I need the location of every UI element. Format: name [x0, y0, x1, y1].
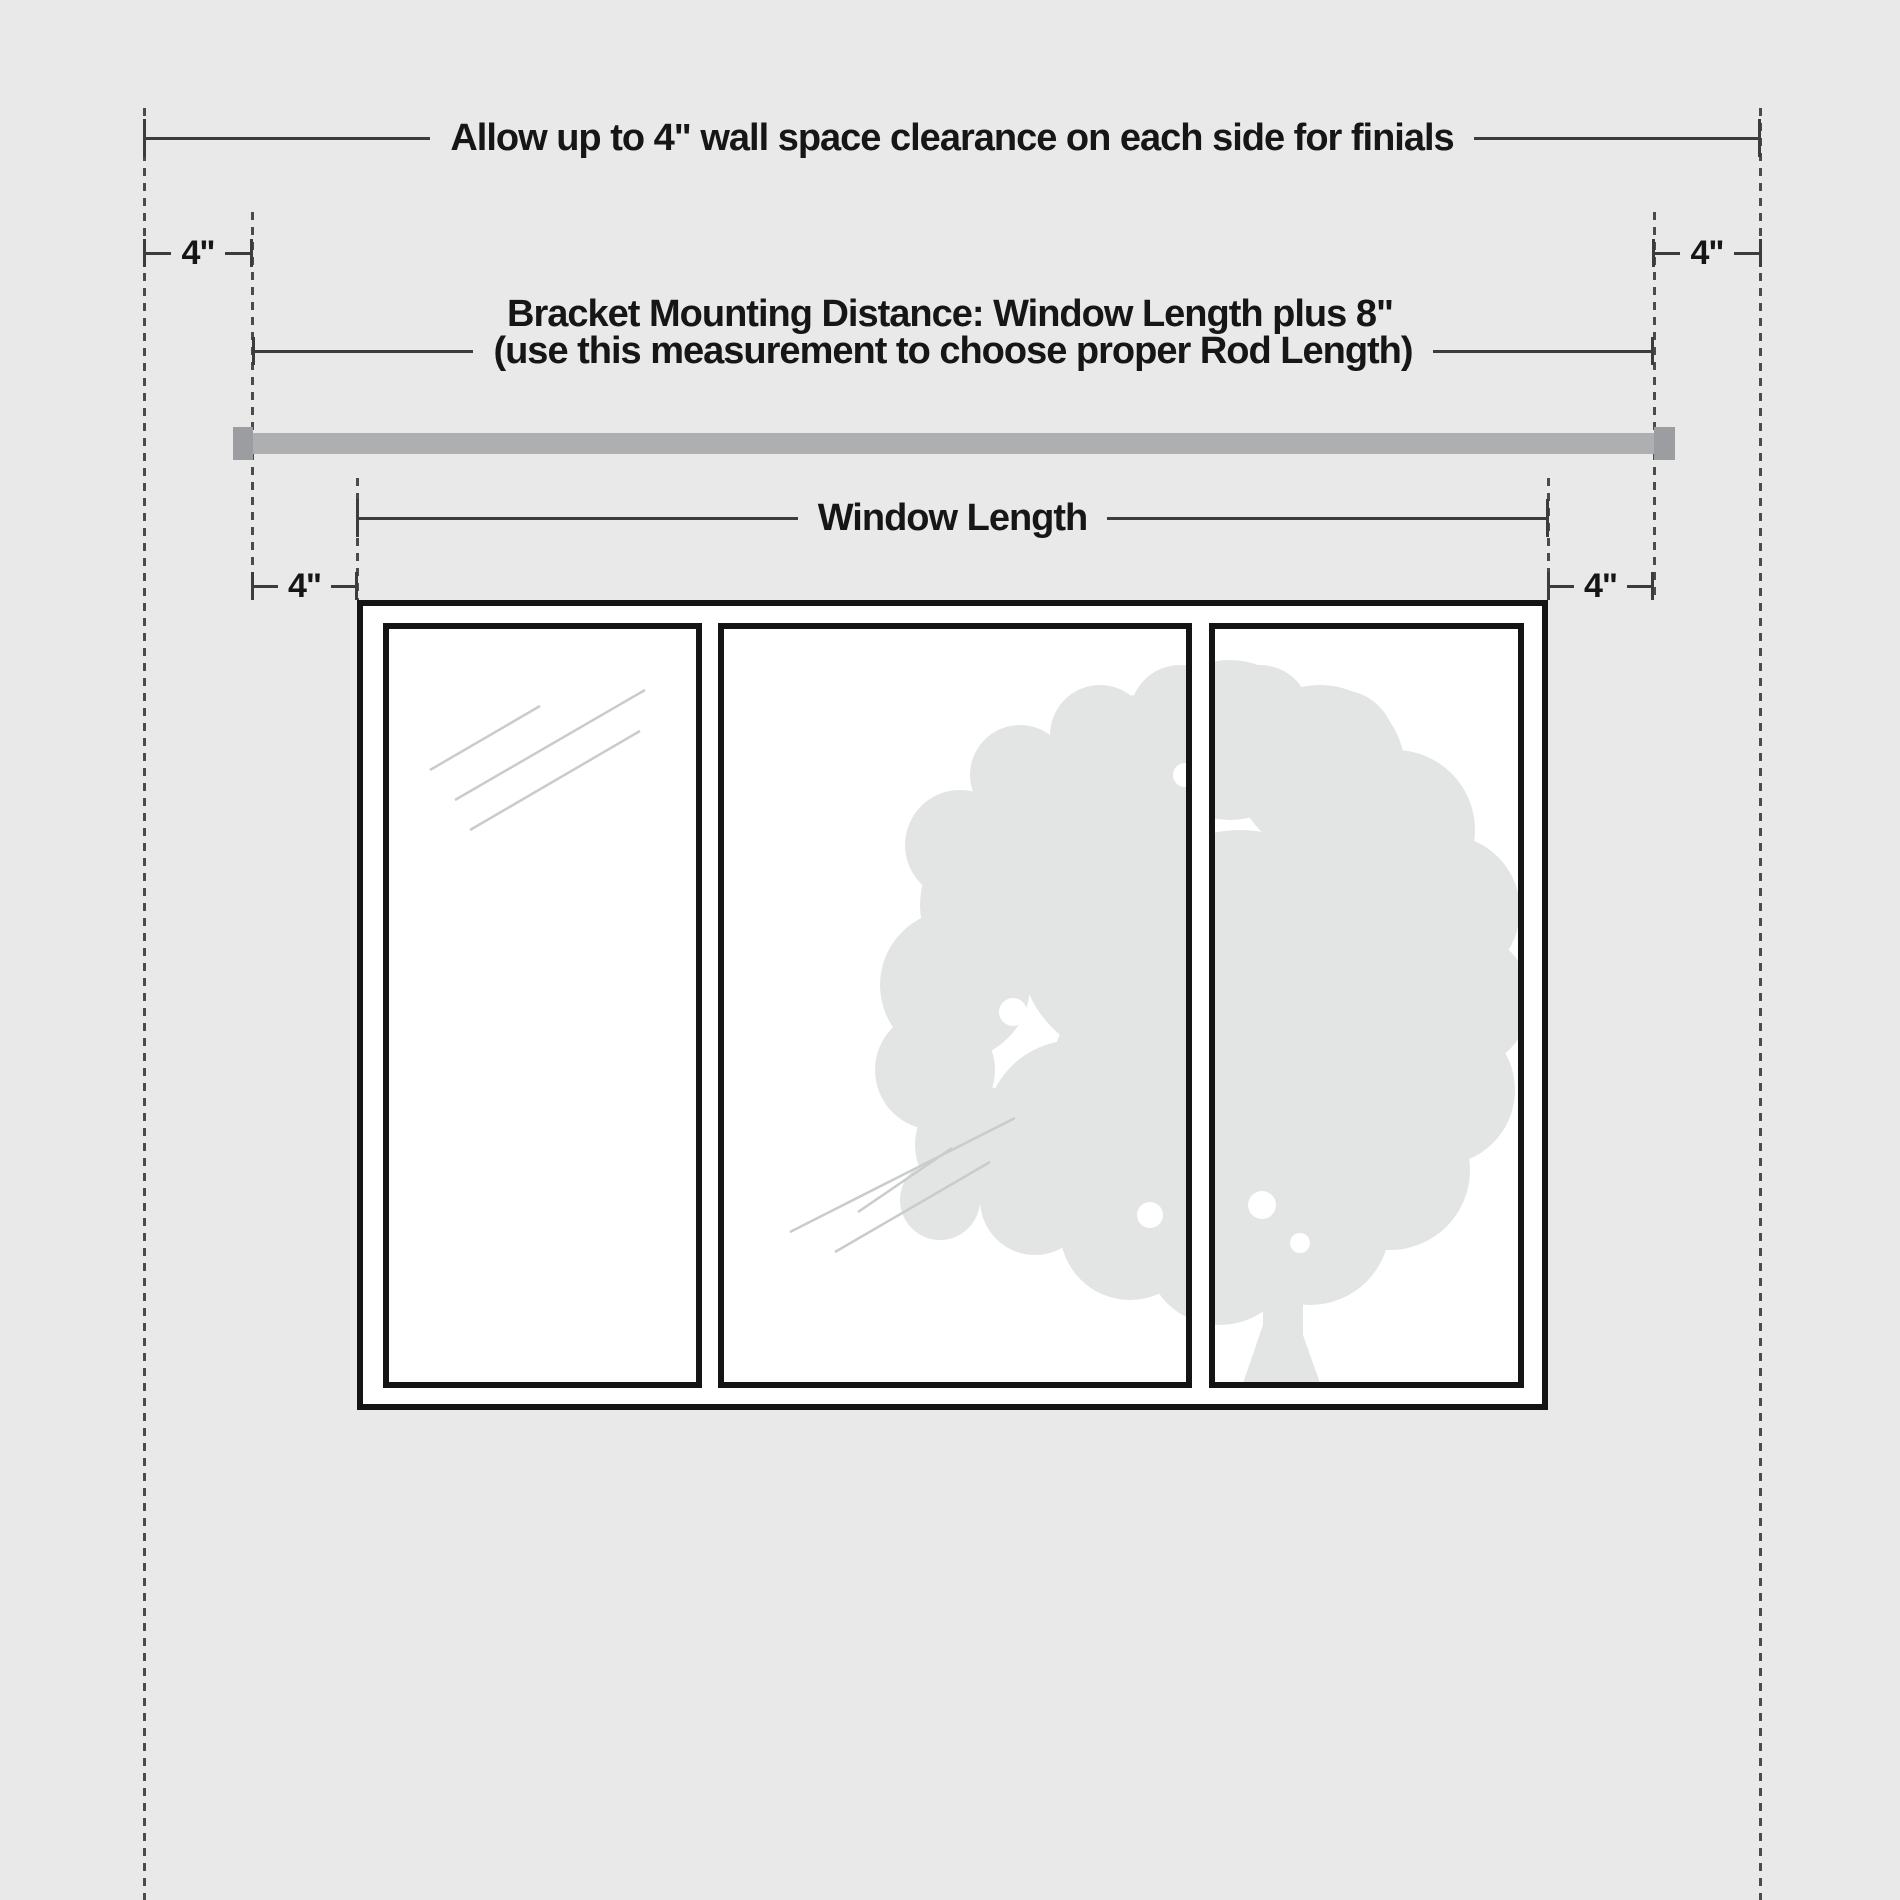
dim-top-clearance	[143, 98, 1761, 178]
window-gap-right-label: 4"	[1583, 566, 1618, 605]
dim-window-gap-left	[251, 546, 358, 626]
finial-clearance-dashline-left	[143, 108, 146, 1900]
dim-line	[359, 517, 798, 520]
finial-gap-left-label: 4"	[181, 233, 215, 272]
dim-tick	[1759, 239, 1762, 267]
finial-gap-right-label: 4"	[1690, 233, 1724, 272]
bracket-distance-caption: Bracket Mounting Distance: Window Length plus 8"	[507, 293, 1393, 335]
rod-bracket-left	[233, 427, 253, 460]
dim-line	[1655, 252, 1680, 255]
dim-tick	[1651, 572, 1654, 600]
dim-tick	[1758, 119, 1761, 157]
dim-line	[1550, 585, 1574, 588]
dim-line	[1433, 350, 1651, 353]
dim-tick	[250, 239, 253, 267]
window-pane-left	[383, 623, 702, 1388]
dim-finial-gap-right	[1652, 213, 1762, 293]
window-pane-middle	[718, 623, 1192, 1388]
dim-line	[1734, 252, 1759, 255]
dim-line	[254, 585, 278, 588]
window-gap-left-label: 4"	[287, 566, 322, 605]
dim-line	[1627, 585, 1651, 588]
bracket-distance-note: (use this measurement to choose proper Rod Length)	[493, 329, 1413, 372]
dim-tick	[1546, 499, 1549, 537]
dim-finial-gap-left	[143, 213, 253, 293]
dim-tick	[1651, 337, 1654, 365]
dim-window-length	[356, 478, 1549, 558]
curtain-rod-body	[253, 433, 1654, 454]
dim-line	[1474, 137, 1758, 140]
window-pane-right	[1209, 623, 1524, 1388]
dim-window-gap-right	[1547, 546, 1654, 626]
dim-line	[146, 137, 430, 140]
rod-bracket-right	[1654, 427, 1675, 460]
dim-tick	[355, 572, 358, 600]
dim-line	[255, 350, 473, 353]
window-length-label: Window Length	[817, 496, 1088, 539]
dim-line	[1107, 517, 1546, 520]
finial-clearance-dashline-right	[1759, 108, 1762, 1900]
top-clearance-label: Allow up to 4" wall space clearance on each side for finials	[450, 116, 1454, 159]
dim-line	[146, 252, 171, 255]
dim-line	[331, 585, 355, 588]
dim-line	[225, 252, 250, 255]
dim-bracket-distance	[252, 311, 1654, 391]
